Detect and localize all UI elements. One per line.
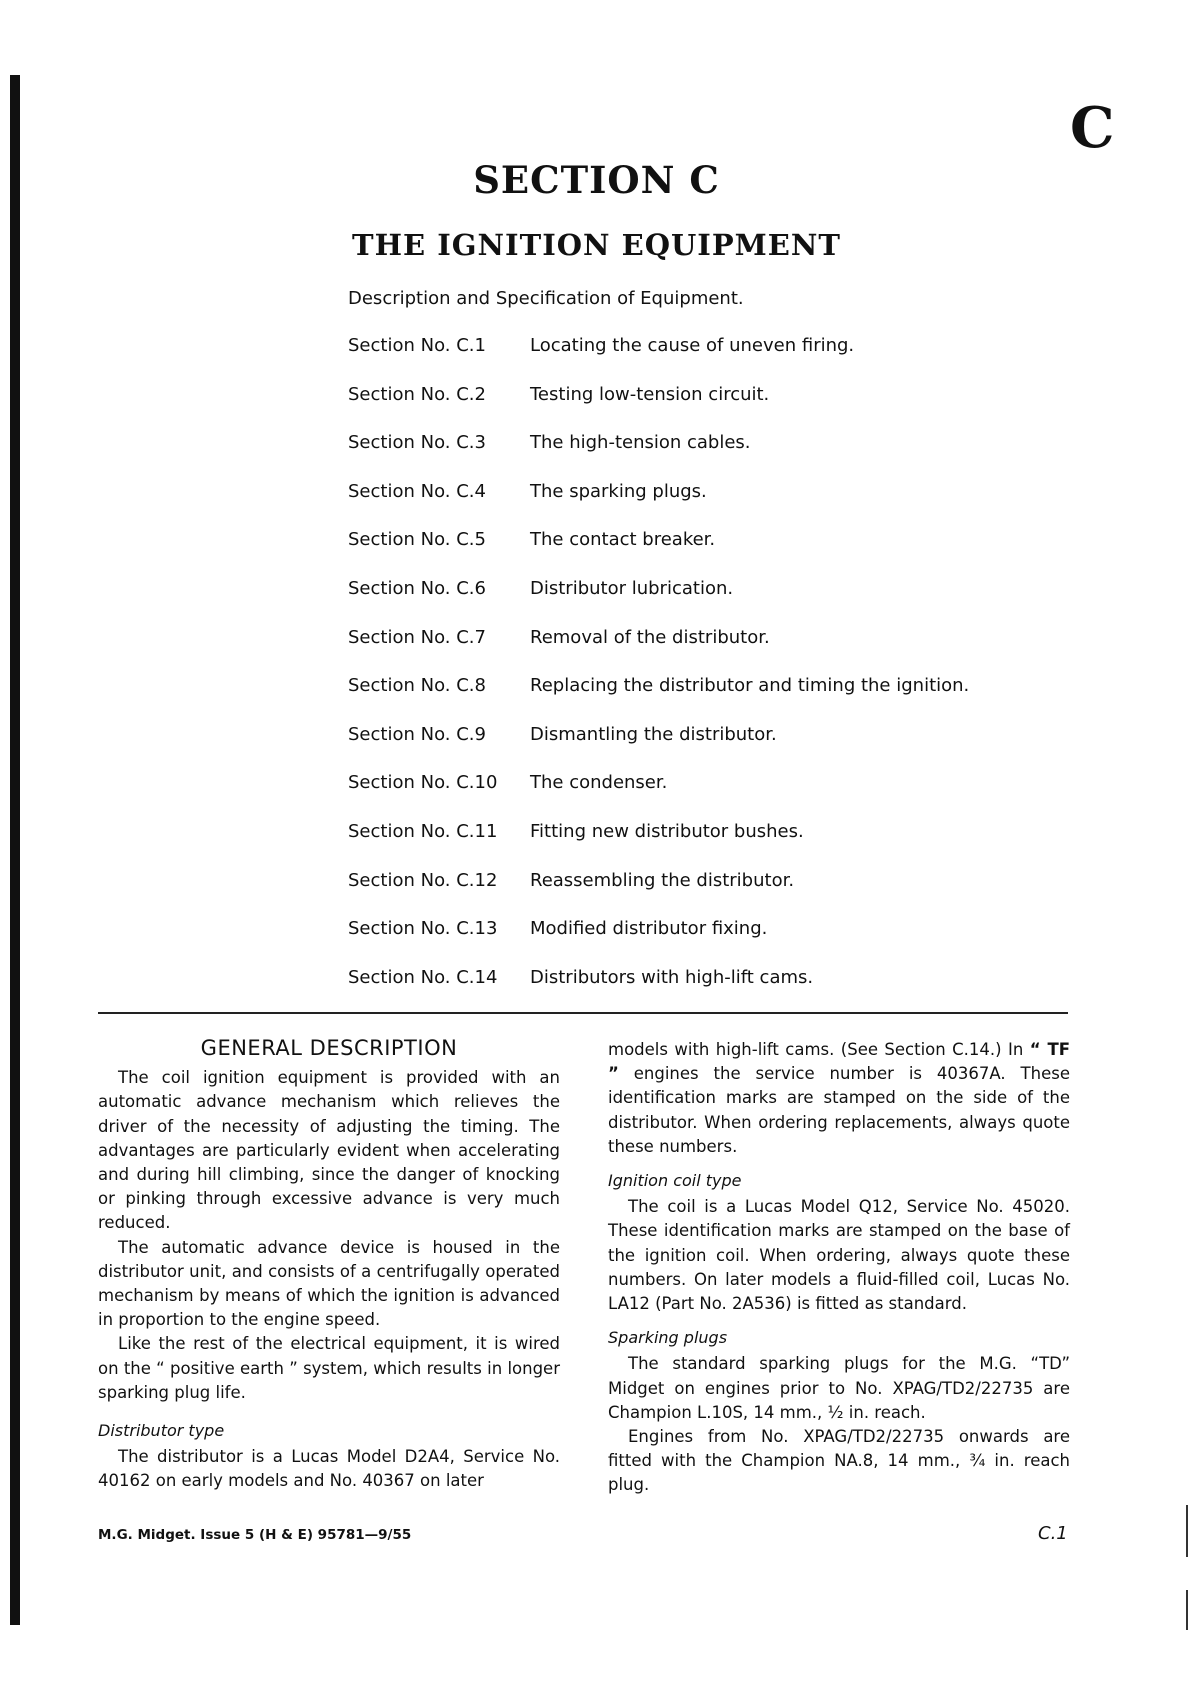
contents-description: Removal of the distributor. xyxy=(530,626,770,648)
sparking-plugs-heading: Sparking plugs xyxy=(608,1328,728,1348)
contents-description: The contact breaker. xyxy=(530,529,716,551)
contents-number: Section No. C.2 xyxy=(348,383,486,405)
contents-number: Section No. C.11 xyxy=(348,820,498,842)
ignition-coil-heading: Ignition coil type xyxy=(608,1171,742,1191)
contents-number: Section No. C.13 xyxy=(348,918,498,940)
contents-row xyxy=(348,724,1048,773)
contents-number: Section No. C.7 xyxy=(348,626,486,648)
contents-row xyxy=(348,481,1048,530)
paragraph: The coil ignition equipment is provided with an automatic advance mechanism which relieves the driver of the necessity of adjusting the timing. The advantages are particularly evident when accelerating and during hill climbing, since the danger of knocking or pinking through excessive advance is very much reduced. xyxy=(98,1068,560,1233)
page-edge-mark xyxy=(1186,1590,1188,1630)
contents-number: Section No. C.6 xyxy=(348,577,486,599)
page-number: C.1 xyxy=(1038,1523,1068,1544)
contents-row xyxy=(348,870,1048,919)
text-column-right xyxy=(608,1038,1070,1498)
contents-row xyxy=(348,627,1048,676)
contents-number: Section No. C.12 xyxy=(348,869,498,891)
contents-number: Section No. C.5 xyxy=(348,529,486,551)
general-description-heading: GENERAL DESCRIPTION xyxy=(200,1036,458,1060)
contents-description: Replacing the distributor and timing the ignition. xyxy=(530,675,970,697)
contents-row xyxy=(348,821,1048,870)
binding-edge-bar xyxy=(10,75,20,1625)
contents-description: Distributor lubrication. xyxy=(530,577,734,599)
paragraph: Like the rest of the electrical equipment, it is wired on the “ positive earth ” system, which results in longer sparking plug life. xyxy=(98,1334,560,1402)
paragraph-text: engines the service number is 40367A. These identification marks are stamped on the side of the distributor. When ordering replacements, always quote these numbers. xyxy=(608,1064,1070,1156)
contents-number: Section No. C.14 xyxy=(348,966,498,988)
tf-label: “ TF ” xyxy=(608,1040,1070,1084)
paragraph: The distributor is a Lucas Model D2A4, Service No. 40162 on early models and No. 40367 on later xyxy=(98,1447,560,1491)
section-title: SECTION C xyxy=(473,158,720,202)
contents-description: Reassembling the distributor. xyxy=(530,869,795,891)
footer-issue-line: M.G. Midget. Issue 5 (H & E) 95781—9/55 xyxy=(98,1527,412,1543)
contents-list xyxy=(348,335,1048,1015)
paragraph-continued xyxy=(608,1038,1070,1159)
contents-description: Distributors with high-lift cams. xyxy=(530,966,814,988)
contents-row xyxy=(348,335,1048,384)
contents-row xyxy=(348,675,1048,724)
paragraph: The standard sparking plugs for the M.G. “TD” Midget on engines prior to No. XPAG/TD2/22735 are Champion L.10S, 14 mm., ½ in. reach. xyxy=(608,1354,1070,1422)
contents-number: Section No. C.1 xyxy=(348,335,486,356)
contents-description: Testing low-tension circuit. xyxy=(530,383,770,405)
contents-row xyxy=(348,529,1048,578)
contents-row xyxy=(348,384,1048,433)
contents-description: Modified distributor fixing. xyxy=(530,918,768,940)
section-thumb-tab: C xyxy=(1070,95,1115,161)
paragraph: The automatic advance device is housed in the distributor unit, and consists of a centrifugally operated mechanism by means of which the ignition is advanced in proportion to the engine speed. xyxy=(98,1237,560,1330)
section-subtitle: THE IGNITION EQUIPMENT xyxy=(352,228,841,262)
contents-description: The sparking plugs. xyxy=(530,480,707,502)
contents-description: Locating the cause of uneven firing. xyxy=(530,335,855,356)
contents-row xyxy=(348,578,1048,627)
text-column-left xyxy=(98,1036,560,1494)
contents-description: The high-tension cables. xyxy=(530,432,751,454)
distributor-type-heading: Distributor type xyxy=(98,1421,225,1441)
contents-number: Section No. C.8 xyxy=(348,675,486,697)
contents-row xyxy=(348,918,1048,967)
contents-description: The condenser. xyxy=(530,772,668,794)
contents-number: Section No. C.3 xyxy=(348,432,486,454)
paragraph: Engines from No. XPAG/TD2/22735 onwards are fitted with the Champion NA.8, 14 mm., ¾ in. reach plug. xyxy=(608,1427,1070,1495)
paragraph: The coil is a Lucas Model Q12, Service No. 45020. These identification marks are stamped on the base of the ignition coil. When ordering, always quote these numbers. On later models a fluid-filled coil, Lucas No. LA12 (Part No. 2A536) is fitted as standard. xyxy=(608,1197,1070,1314)
contents-number: Section No. C.10 xyxy=(348,772,498,794)
contents-row xyxy=(348,772,1048,821)
page-edge-mark xyxy=(1186,1505,1188,1557)
contents-number: Section No. C.4 xyxy=(348,480,486,502)
contents-description: Dismantling the distributor. xyxy=(530,723,777,745)
contents-number: Section No. C.9 xyxy=(348,723,486,745)
contents-row xyxy=(348,967,1048,1016)
horizontal-divider xyxy=(98,1012,1068,1014)
contents-row xyxy=(348,432,1048,481)
paragraph-text: models with high-lift cams. (See Section C.14.) In xyxy=(608,1040,1030,1059)
contents-description: Fitting new distributor bushes. xyxy=(530,820,804,842)
contents-intro: Description and Specification of Equipment. xyxy=(348,288,744,309)
